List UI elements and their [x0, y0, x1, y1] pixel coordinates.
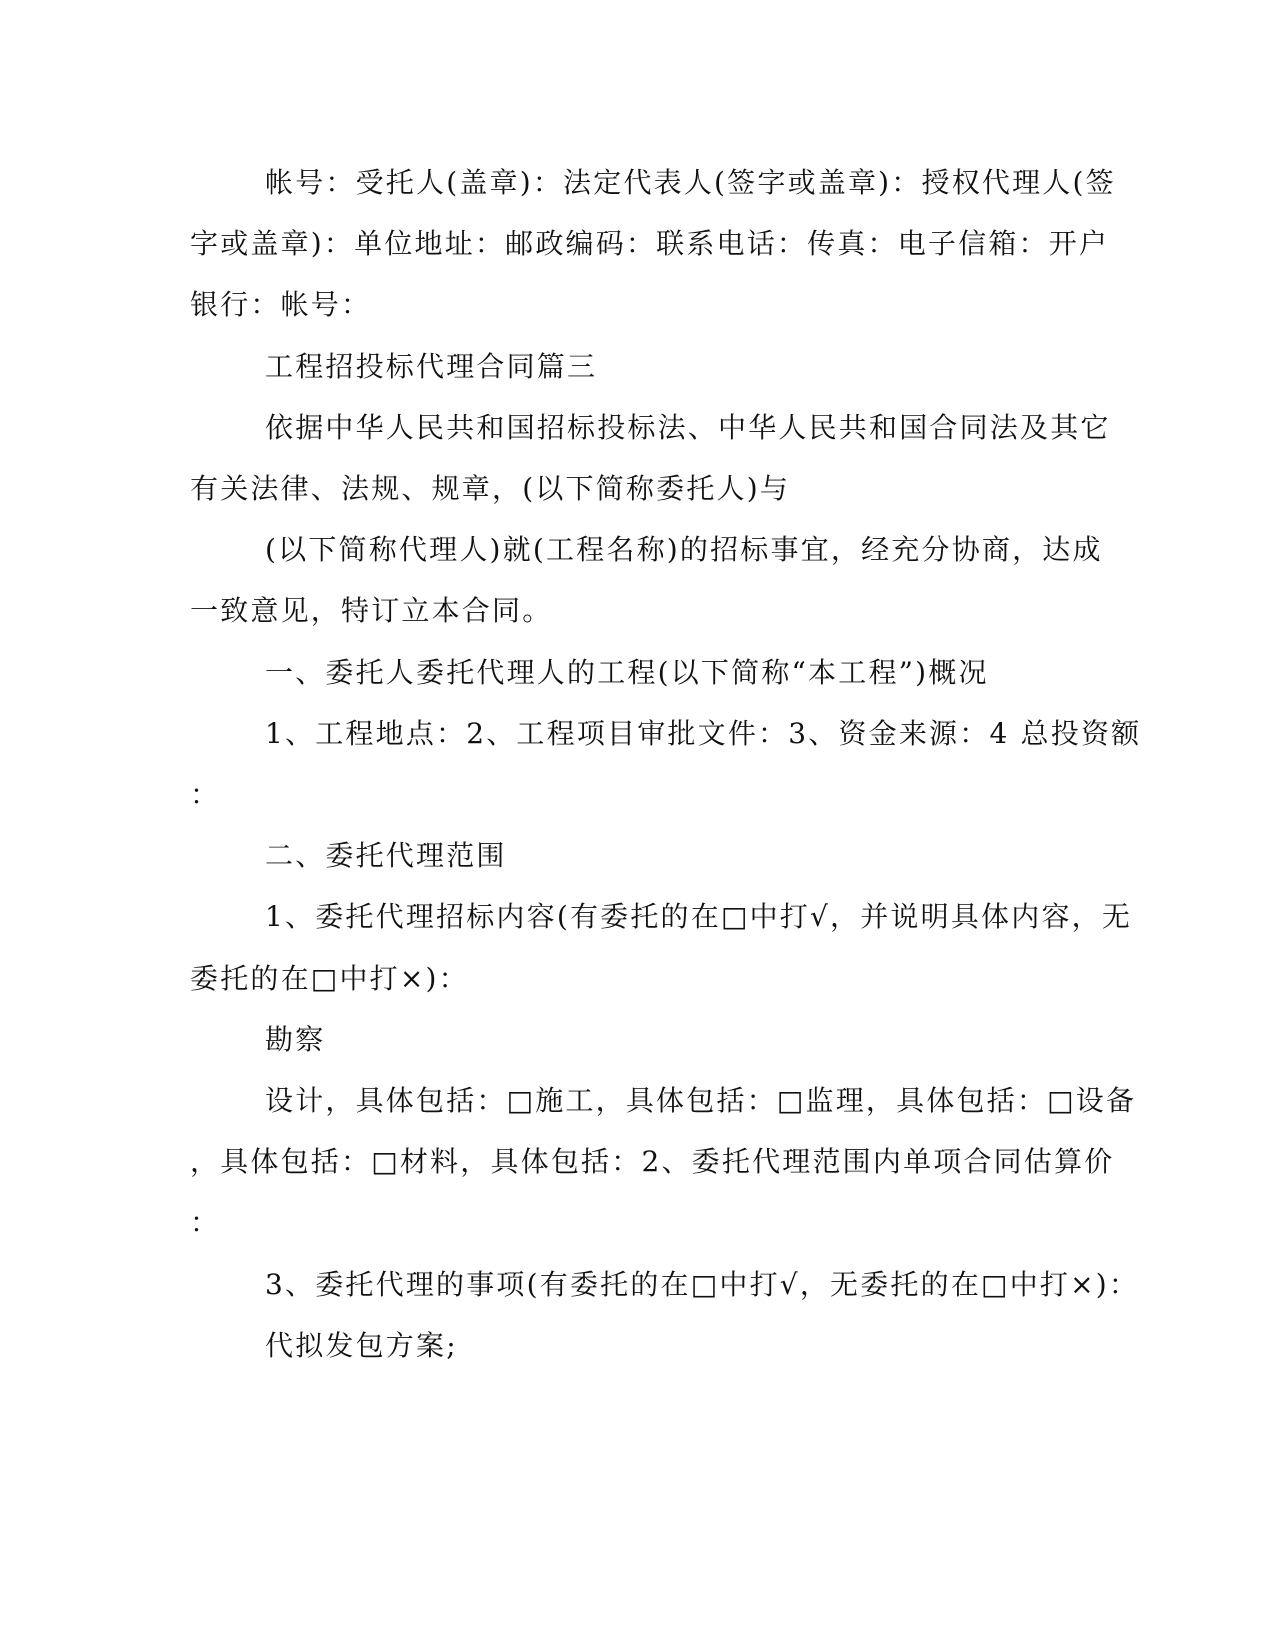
paragraph-agreement: [190, 519, 1103, 641]
clause-heading-project-overview: [190, 642, 1080, 703]
text-line: 银行：帐号：: [190, 288, 372, 322]
paragraph-scope-content: [190, 886, 1133, 1008]
text-line: 3、委托代理的事项(有委托的在□中打√，无委托的在□中打×)：: [265, 1267, 1140, 1301]
paragraph-scope-items: [190, 1070, 1137, 1254]
text-line: 代拟发包方案;: [265, 1328, 458, 1362]
text-line: 字或盖章)：单位地址：邮政编码：联系电话：传真：电子信箱：开户: [190, 227, 1110, 261]
paragraph-agency-matters: [190, 1254, 1140, 1315]
text-line: 1、工程地点：2、工程项目审批文件：3、资金来源：4 总投资额: [265, 716, 1142, 750]
text-line: ，具体包括：□材料，具体包括：2、委托代理范围内单项合同估算价: [190, 1145, 1115, 1179]
heading-text: 工程招投标代理合同篇三: [265, 349, 598, 383]
text-line: (以下简称代理人)就(工程名称)的招标事宜，经充分协商，达成: [265, 533, 1103, 567]
text-line: 设计，具体包括：□施工，具体包括：□监理，具体包括：□设备: [265, 1084, 1137, 1118]
paragraph-signature-fields: [190, 152, 1116, 336]
text-line: 1、委托代理招标内容(有委托的在□中打√，并说明具体内容，无: [265, 900, 1133, 934]
heading-text: 一、委托人委托代理人的工程(以下简称“本工程”)概况: [265, 655, 989, 689]
text-line: 依据中华人民共和国招标投标法、中华人民共和国合同法及其它: [265, 410, 1111, 444]
text-line: 委托的在□中打×)：: [190, 961, 469, 995]
section-heading: [190, 336, 1080, 397]
clause-heading-scope: [190, 825, 1080, 886]
text-line: ：: [190, 778, 221, 812]
text-line: ：: [190, 1206, 221, 1240]
paragraph-survey: [190, 1009, 1080, 1070]
text-line: 帐号：受托人(盖章)：法定代表人(签字或盖章)：授权代理人(签: [265, 166, 1116, 199]
document-body: [190, 152, 1142, 1376]
text-line: 一致意见，特订立本合同。: [190, 594, 553, 628]
text-line: 有关法律、法规、规章，(以下简称委托人)与: [190, 472, 791, 506]
heading-text: 二、委托代理范围: [265, 839, 507, 873]
paragraph-project-details: [190, 703, 1142, 825]
text-line: 勘察: [265, 1022, 326, 1056]
paragraph-draft-plan: [190, 1315, 1080, 1376]
paragraph-legal-basis: [190, 397, 1111, 519]
